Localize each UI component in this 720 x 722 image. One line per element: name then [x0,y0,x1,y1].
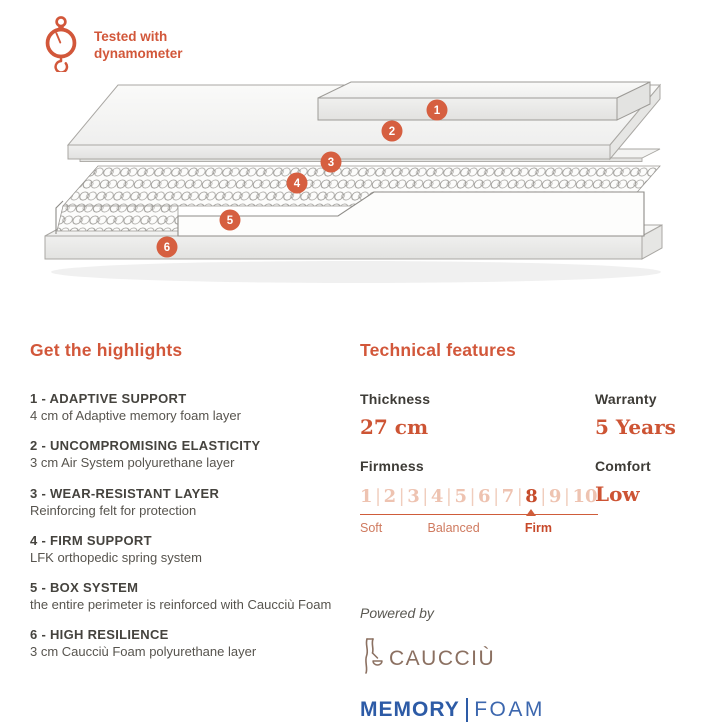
svg-text:1: 1 [433,105,441,117]
svg-text:6: 6 [163,242,171,254]
thickness-label: Thickness [360,391,431,407]
firmness-level-2: 2 | [384,486,408,507]
memoryfoam-logo [360,698,690,722]
technical-title: Technical features [360,340,516,360]
highlight-description: 3 cm Caucciù Foam polyurethane layer [30,644,257,660]
firmness-level-10: 10 [572,486,598,507]
firmness-balanced-label: Balanced [427,521,480,535]
svg-text:4: 4 [293,178,301,190]
firmness-level-7: 7 | [502,486,526,507]
cauccio-logo [360,637,690,680]
mattress-layers-diagram [0,58,720,290]
svg-text:5: 5 [226,215,234,227]
thickness-value: 27 cm [360,415,429,439]
firmness-firm-label: Firm [524,521,552,535]
highlight-item [30,486,348,519]
layer-marker-5 [220,210,241,231]
thickness-cell [360,391,430,439]
highlight-description: Reinforcing felt for protection [30,502,197,518]
memoryfoam-divider [466,698,469,722]
highlight-description: 4 cm of Adaptive memory foam layer [30,408,241,423]
highlight-item [30,533,348,566]
warranty-label: Warranty [595,391,657,407]
highlight-item [30,627,348,660]
highlight-item [30,580,348,613]
firmness-soft-label: Soft [360,521,383,535]
layer-marker-2 [382,121,403,142]
highlight-heading: 1 - ADAPTIVE SUPPORT [30,391,187,406]
cauccio-tree-tap-icon [360,637,384,680]
badge-label: Tested with dynamometer [94,28,183,61]
cauccio-wordmark: CAUCCIÙ [389,646,496,670]
foam-wordmark: FOAM [474,698,545,721]
firmness-level-9: 9 | [549,486,573,507]
highlight-item [30,438,348,471]
highlight-item [30,391,348,424]
layer-marker-1 [427,100,448,121]
highlight-heading: 5 - BOX SYSTEM [30,580,139,595]
technical-grid [360,391,690,581]
firmness-level-3: 3 | [407,486,431,507]
firmness-scale-labels [360,521,552,535]
highlights-title: Get the highlights [30,340,183,360]
svg-text:3: 3 [327,157,335,169]
comfort-value: Low [595,482,640,506]
highlight-description: the entire perimeter is reinforced with Caucciù Foam [30,597,332,612]
firmness-level-1: 1 | [360,486,384,507]
powered-by-label: Powered by [360,605,434,621]
comfort-cell [595,458,651,506]
layer-marker-3 [321,152,342,173]
firmness-scale [360,486,598,515]
firmness-level-6: 6 | [478,486,502,507]
firmness-label: Firmness [360,458,424,474]
svg-text:2: 2 [388,126,396,138]
highlight-heading: 3 - WEAR-RESISTANT LAYER [30,485,220,501]
highlight-description: LFK orthopedic spring system [30,549,202,565]
firmness-level-5: 5 | [454,486,478,507]
highlight-heading: 4 - FIRM SUPPORT [30,532,152,548]
layer-marker-6 [157,237,178,258]
highlight-heading: 2 - UNCOMPROMISING ELASTICITY [30,438,261,454]
highlight-description: 3 cm Air System polyurethane layer [30,455,235,471]
highlights-list [30,391,348,661]
warranty-cell [595,391,676,439]
floor-shadow [51,261,661,283]
firmness-cell [360,458,598,535]
firmness-level-8-selected: 8 | [525,486,549,507]
memory-wordmark: MEMORY [360,698,460,721]
highlights-section [30,340,348,675]
comfort-label: Comfort [595,458,651,474]
firmness-level-4: 4 | [431,486,455,507]
technical-section [360,340,690,722]
layer-marker-4 [287,173,308,194]
highlight-heading: 6 - HIGH RESILIENCE [30,627,169,643]
warranty-value: 5 Years [595,415,676,439]
layer-1-memory-foam-slab [318,82,650,120]
